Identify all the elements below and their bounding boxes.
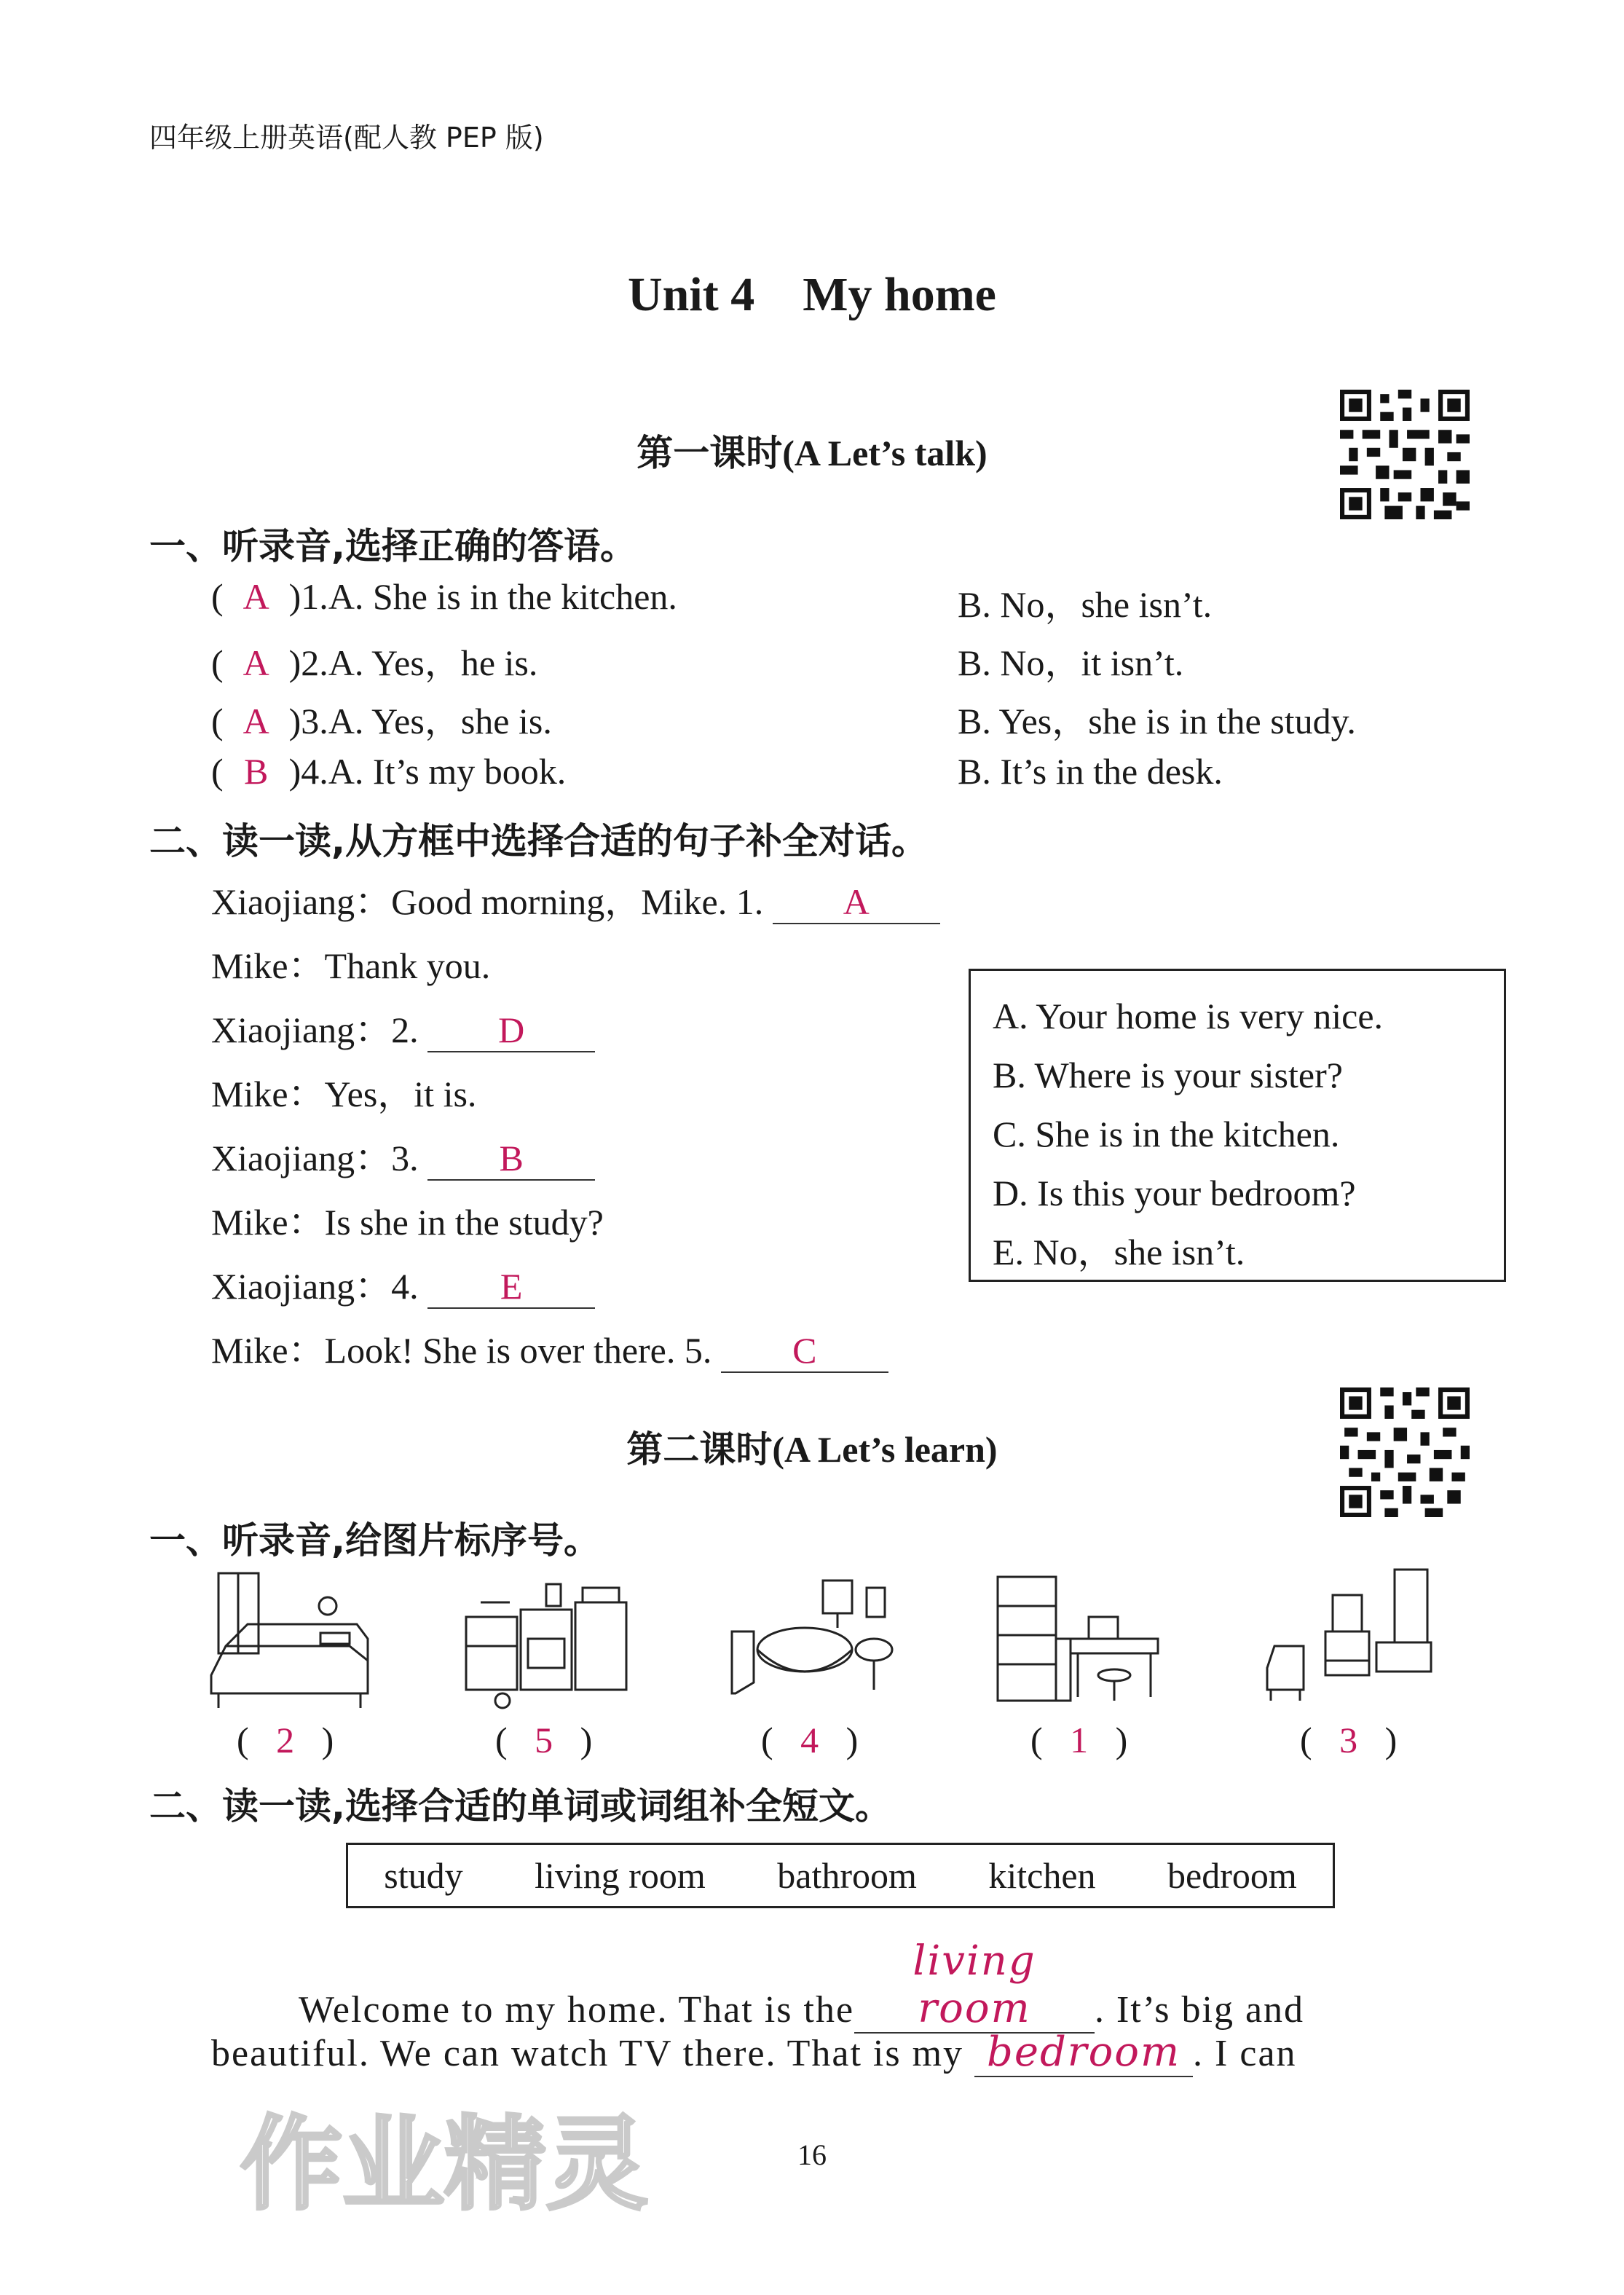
question-item: ( B )4.A. It’s my book. <box>211 751 567 792</box>
passage-blank-1[interactable]: living room <box>854 1937 1095 2034</box>
unit-title: Unit 4 My home <box>628 268 996 321</box>
dialogue-blank-2[interactable]: D <box>427 1009 595 1052</box>
option-b: B. No，she isn’t. <box>958 584 1213 625</box>
question-item: ( A )1.A. She is in the kitchen. <box>211 576 677 617</box>
answer[interactable]: B <box>243 751 269 792</box>
word-option: bathroom <box>777 1855 917 1896</box>
option-b: B. Where is your sister? <box>993 1055 1343 1095</box>
answer[interactable]: A <box>243 701 269 741</box>
lesson1-part2-heading: 二、读一读,从方框中选择合适的句子补全对话。 <box>149 820 928 862</box>
picture-answer[interactable]: 5 <box>535 1720 553 1760</box>
option-b: B. Yes，she is in the study. <box>958 701 1356 741</box>
passage-line: beautiful. We can watch TV there. That is my bedroom . I can <box>211 2028 1297 2076</box>
answer[interactable]: A <box>243 576 269 617</box>
dialogue-blank-1[interactable]: A <box>773 881 940 924</box>
dialogue-line: Xiaojiang：3. B <box>211 1129 595 1181</box>
lesson2-title: 第二课时(A Let’s learn) <box>626 1429 998 1470</box>
question-item: ( A )2.A. Yes，he is. <box>211 642 538 683</box>
passage-blank-2[interactable]: bedroom <box>974 2028 1193 2077</box>
option-c: C. She is in the kitchen. <box>993 1114 1340 1154</box>
answer[interactable]: A <box>243 642 269 683</box>
picture-answer-slot: ( 4 ) <box>761 1720 859 1760</box>
picture-answer[interactable]: 4 <box>800 1720 819 1760</box>
dialogue-line: Mike：Yes，it is. <box>211 1074 477 1114</box>
study-icon <box>990 1566 1165 1712</box>
kitchen-icon <box>459 1566 634 1712</box>
option-a: A. Your home is very nice. <box>993 996 1384 1036</box>
question-item: ( A )3.A. Yes，she is. <box>211 701 552 741</box>
passage-line: Welcome to my home. That is theliving room . It’s big and <box>299 1937 1305 2032</box>
word-option: kitchen <box>988 1855 1096 1896</box>
picture-answer[interactable]: 3 <box>1339 1720 1358 1760</box>
word-box <box>346 1843 1335 1908</box>
option-d: D. Is this your bedroom? <box>993 1173 1356 1213</box>
dialogue-blank-3[interactable]: B <box>427 1137 595 1181</box>
word-option: bedroom <box>1167 1855 1297 1896</box>
watermark: 作业精灵 <box>240 2106 649 2224</box>
lesson2-part1-heading: 一、听录音,给图片标序号。 <box>149 1519 600 1562</box>
picture-answer-slot: ( 3 ) <box>1300 1720 1398 1760</box>
dialogue-blank-4[interactable]: E <box>427 1265 595 1309</box>
picture-answer-slot: ( 5 ) <box>495 1720 593 1760</box>
lesson1-part1-heading: 一、听录音,选择正确的答语。 <box>149 525 636 567</box>
lesson1-title: 第一课时(A Let’s talk) <box>636 433 988 473</box>
dialogue-blank-5[interactable]: C <box>721 1329 888 1373</box>
picture-answer-slot: ( 2 ) <box>237 1720 334 1760</box>
dialogue-line: Mike：Is she in the study? <box>211 1202 604 1243</box>
dialogue-line: Xiaojiang：2. D <box>211 1001 595 1053</box>
bedroom-icon <box>204 1566 379 1712</box>
options-box <box>969 969 1506 1282</box>
option-b: B. No，it isn’t. <box>958 642 1184 683</box>
dialogue-line: Xiaojiang：Good morning，Mike. 1. A <box>211 873 940 925</box>
lesson2-part2-heading: 二、读一读,选择合适的单词或词组补全短文。 <box>149 1785 891 1827</box>
bathroom-icon <box>725 1566 899 1712</box>
page-number: 16 <box>797 2138 827 2171</box>
option-b: B. It’s in the desk. <box>958 751 1223 792</box>
picture-answer[interactable]: 2 <box>276 1720 295 1760</box>
book-title: 四年级上册英语(配人教 PEP 版) <box>149 122 544 154</box>
word-option: study <box>384 1855 463 1896</box>
dialogue-line: Mike：Thank you. <box>211 945 491 986</box>
dialogue-line: Mike：Look! She is over there. 5. C <box>211 1321 888 1374</box>
living-room-icon <box>1260 1566 1435 1712</box>
picture-answer-slot: ( 1 ) <box>1030 1720 1128 1760</box>
dialogue-line: Xiaojiang：4. E <box>211 1257 595 1310</box>
picture-answer[interactable]: 1 <box>1070 1720 1089 1760</box>
word-option: living room <box>535 1855 706 1896</box>
option-e: E. No，she isn’t. <box>993 1232 1245 1272</box>
